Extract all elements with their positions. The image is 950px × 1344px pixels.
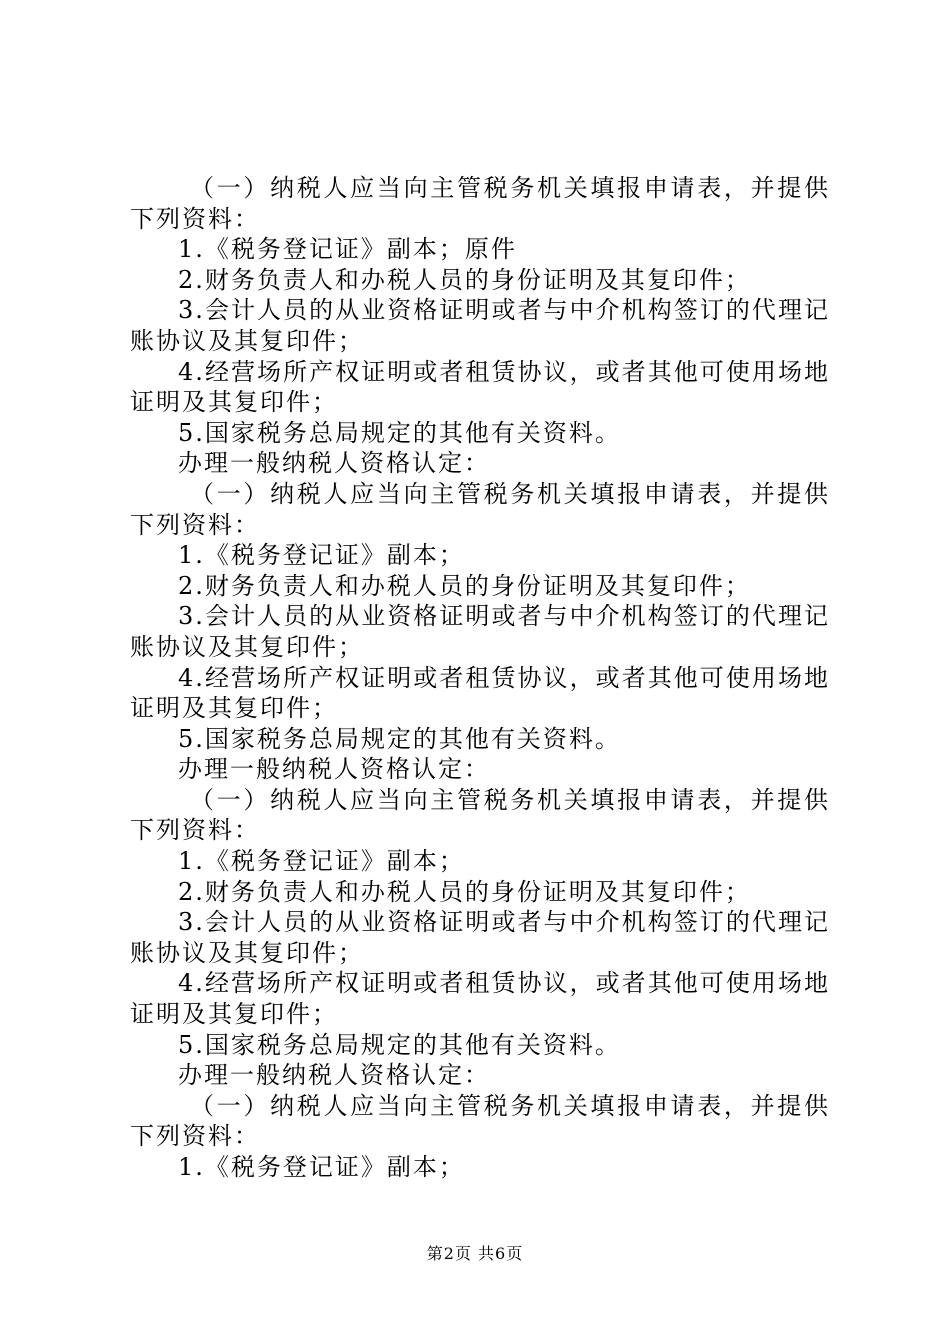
paragraph: 5.国家税务总局规定的其他有关资料。	[178, 418, 621, 447]
paragraph: 5.国家税务总局规定的其他有关资料。	[178, 1030, 621, 1059]
document-body	[130, 173, 830, 1183]
paragraph: （一）纳税人应当向主管税务机关填报申请表，并提供下列资料：	[130, 785, 830, 845]
paragraph: 1.《税务登记证》副本；	[178, 1153, 465, 1181]
paragraph: 3.会计人员的从业资格证明或者与中介机构签订的代理记账协议及其复印件；	[130, 296, 830, 355]
page-number-footer: 第2页 共6页	[426, 1244, 524, 1263]
paragraph: 2.财务负责人和办税人员的身份证明及其复印件；	[178, 265, 751, 294]
paragraph: 5.国家税务总局规定的其他有关资料。	[178, 724, 621, 753]
paragraph: 2.财务负责人和办税人员的身份证明及其复印件；	[178, 877, 751, 906]
paragraph: 4.经营场所产权证明或者租赁协议，或者其他可使用场地证明及其复印件；	[130, 357, 830, 417]
paragraph: 1.《税务登记证》副本；	[178, 847, 465, 876]
paragraph: 3.会计人员的从业资格证明或者与中介机构签订的代理记账协议及其复印件；	[130, 602, 830, 661]
paragraph: （一）纳税人应当向主管税务机关填报申请表，并提供下列资料：	[130, 479, 830, 539]
paragraph: 3.会计人员的从业资格证明或者与中介机构签订的代理记账协议及其复印件；	[130, 908, 830, 967]
paragraph: 1.《税务登记证》副本；	[178, 541, 465, 570]
paragraph: 4.经营场所产权证明或者租赁协议，或者其他可使用场地证明及其复印件；	[130, 663, 830, 723]
paragraph: 1.《税务登记证》副本；原件	[178, 235, 517, 264]
paragraph: 4.经营场所产权证明或者租赁协议，或者其他可使用场地证明及其复印件；	[130, 969, 830, 1029]
paragraph: （一）纳税人应当向主管税务机关填报申请表，并提供下列资料：	[130, 1091, 830, 1151]
paragraph: （一）纳税人应当向主管税务机关填报申请表，并提供下列资料：	[130, 174, 830, 233]
paragraph: 2.财务负责人和办税人员的身份证明及其复印件；	[178, 571, 751, 600]
paragraph: 办理一般纳税人资格认定：	[178, 1061, 490, 1090]
paragraph: 办理一般纳税人资格认定：	[178, 755, 490, 784]
paragraph: 办理一般纳税人资格认定：	[178, 449, 490, 478]
